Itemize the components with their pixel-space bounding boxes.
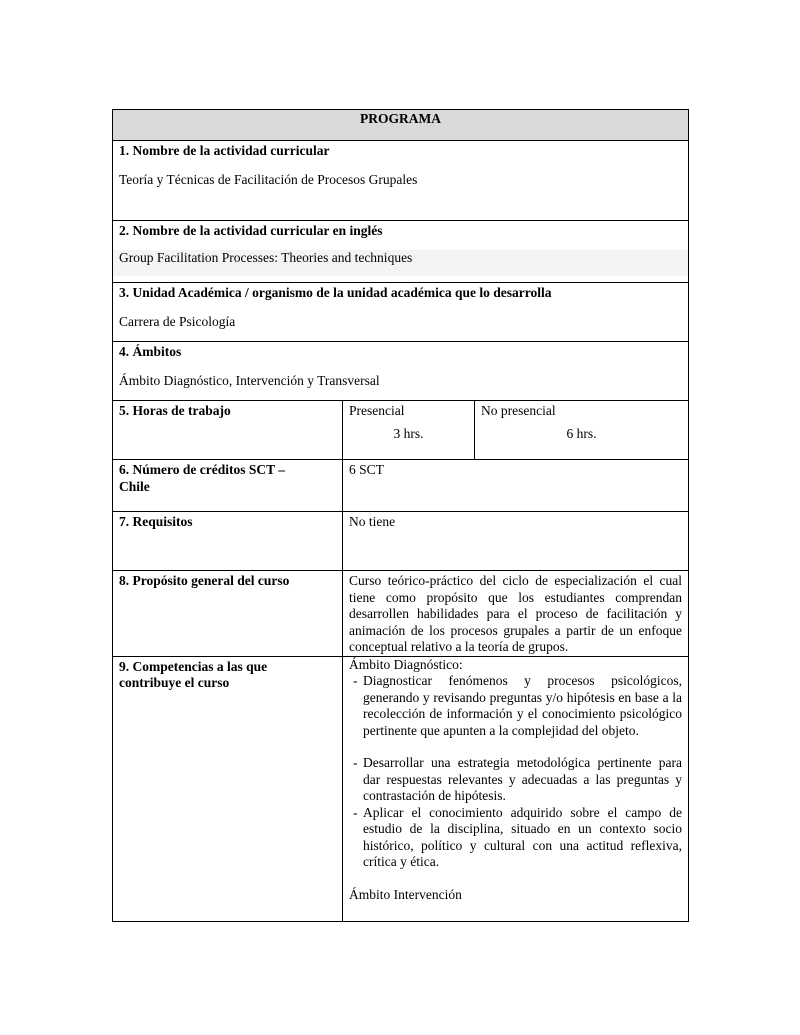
list-item: - Desarrollar una estrategia metodológica pertinente para dar respuestas relevantes y adecuadas a las preguntas y contrastación de hipótesis. — [349, 755, 682, 805]
label-ambitos: 4. Ámbitos — [119, 344, 182, 359]
row-ambitos — [113, 342, 689, 401]
cell-horas-label — [113, 401, 343, 460]
label-presencial: Presencial — [349, 403, 405, 418]
cell-creditos-value — [343, 460, 689, 512]
value-ambitos: Ámbito Diagnóstico, Intervención y Transversal — [119, 372, 380, 388]
program-table — [112, 109, 689, 922]
row-proposito — [113, 571, 689, 657]
competencias-group1-title: Ámbito Diagnóstico: — [349, 656, 463, 672]
cell-proposito-value — [343, 571, 689, 657]
label-requisitos: 7. Requisitos — [119, 514, 193, 529]
value-proposito: Curso teórico-práctico del ciclo de especialización el cual tiene como propósito que los estudiantes comprendan desarrollen habilidades para el proceso de facilitación y animación de los procesos grupales a partir de un enfoque conceptual relativo a la teoría de grupos. — [349, 573, 683, 654]
label-no-presencial: No presencial — [481, 403, 556, 418]
row-unidad — [113, 283, 689, 342]
cell-competencias-value — [343, 656, 689, 921]
competencias-list — [349, 673, 682, 871]
list-item: - Aplicar el conocimiento adquirido sobre el campo de estudio de la disciplina, situado en un contexto socio histórico, político y cultural con una actitud reflexiva, crítica y ética. — [349, 805, 682, 871]
cell-competencias-label — [113, 656, 343, 921]
cell-requisitos-label — [113, 512, 343, 571]
label-nombre-ingles: 2. Nombre de la actividad curricular en inglés — [119, 223, 383, 238]
label-creditos: 6. Número de créditos SCT – Chile — [119, 462, 285, 494]
value-no-presencial: 6 hrs. — [566, 425, 597, 441]
program-header: PROGRAMA — [113, 110, 689, 141]
value-requisitos: No tiene — [349, 514, 396, 529]
label-competencias: 9. Competencias a las que contribuye el curso — [119, 658, 268, 690]
program-sheet — [112, 109, 688, 922]
value-nombre-ingles: Group Facilitation Processes: Theories and techniques — [113, 250, 688, 276]
value-creditos: 6 SCT — [349, 462, 384, 477]
label-horas: 5. Horas de trabajo — [119, 403, 231, 418]
row-nombre — [113, 141, 689, 221]
value-presencial: 3 hrs. — [393, 425, 424, 441]
cell-presencial — [343, 401, 475, 460]
cell-no-presencial — [475, 401, 689, 460]
cell-proposito-label — [113, 571, 343, 657]
list-spacer — [349, 739, 682, 755]
label-unidad: 3. Unidad Académica / organismo de la unidad académica que lo desarrolla — [119, 285, 552, 300]
cell-nombre — [113, 141, 689, 221]
cell-ambitos — [113, 342, 689, 401]
cell-creditos-label — [113, 460, 343, 512]
label-proposito: 8. Propósito general del curso — [119, 573, 290, 588]
row-nombre-ingles — [113, 221, 689, 283]
value-unidad: Carrera de Psicología — [119, 313, 236, 329]
row-creditos — [113, 460, 689, 512]
cell-nombre-ingles — [113, 221, 689, 283]
row-horas — [113, 401, 689, 460]
row-competencias — [113, 656, 689, 921]
cell-requisitos-value — [343, 512, 689, 571]
value-nombre: Teoría y Técnicas de Facilitación de Procesos Grupales — [119, 171, 418, 187]
list-item: - Diagnosticar fenómenos y procesos psicológicos, generando y revisando preguntas y/o hipótesis en base a la recolección de información y el conocimiento psicológico pertinente que apunten a la complejidad del objeto. — [349, 673, 682, 739]
competencias-group2-title: Ámbito Intervención — [349, 886, 462, 902]
row-requisitos — [113, 512, 689, 571]
header-row — [113, 110, 689, 141]
cell-unidad — [113, 283, 689, 342]
label-nombre: 1. Nombre de la actividad curricular — [119, 143, 330, 158]
